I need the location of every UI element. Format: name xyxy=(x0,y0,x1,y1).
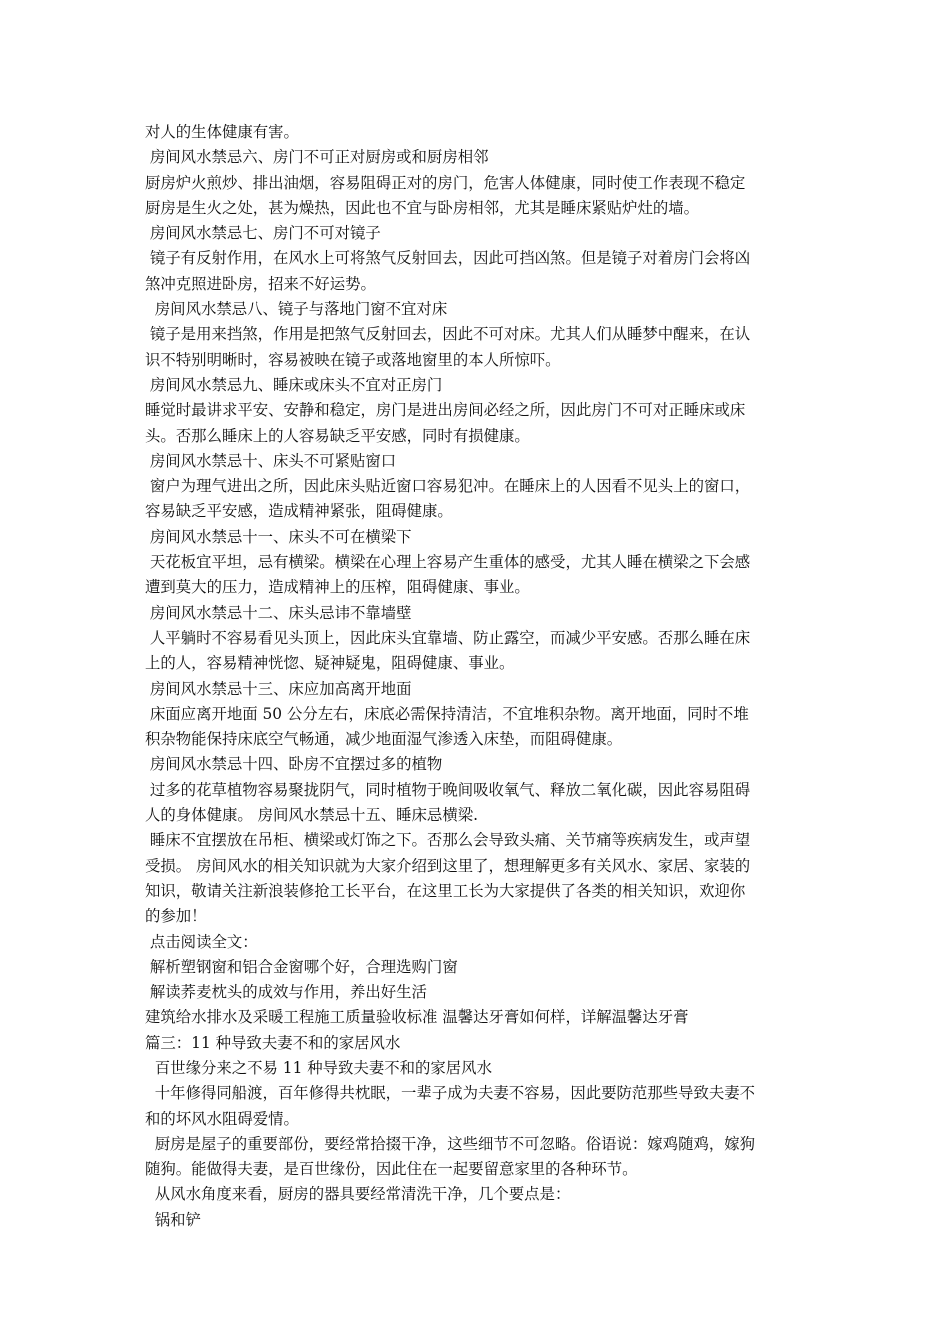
text-line: 头。否那么睡床上的人容易缺乏平安感，同时有损健康。 xyxy=(145,426,530,445)
text-line: 过多的花草植物容易聚拢阴气，同时植物于晚间吸收氧气、释放二氧化碳，因此容易阻碍 xyxy=(145,780,751,799)
text-line: 床面应离开地面 50 公分左右，床底必需保持清洁，不宜堆积杂物。离开地面，同时不堆 xyxy=(145,704,749,723)
text-line: 镜子是用来挡煞，作用是把煞气反射回去，因此不可对床。尤其人们从睡梦中醒来，在认 xyxy=(145,325,751,344)
text-line: 解析塑钢窗和铝合金窗哪个好，合理选购门窗 xyxy=(145,957,458,976)
text-line: 十年修得同船渡，百年修得共枕眠，一辈子成为夫妻不容易，因此要防范那些导致夫妻不 xyxy=(145,1084,756,1103)
text-line: 对人的生体健康有害。 xyxy=(145,123,299,141)
text-line: 房间风水禁忌十三、床应加高离开地面 xyxy=(145,679,412,698)
text-line: 随狗。能做得夫妻，是百世缘份，因此住在一起要留意家里的各种环节。 xyxy=(145,1160,638,1179)
text-line: 受损。 房间风水的相关知识就为大家介绍到这里了，想理解更多有关风水、家居、家装的 xyxy=(145,856,751,875)
text-line: 天花板宜平坦，忌有横梁。横梁在心理上容易产生重体的感受，尤其人睡在横梁之下会感 xyxy=(145,553,751,572)
text-line: 睡床不宜摆放在吊柜、横梁或灯饰之下。否那么会导致头痛、关节痛等疾病发生，或声望 xyxy=(145,831,751,850)
text-line: 识不特别明晰时，容易被映在镜子或落地窗里的本人所惊吓。 xyxy=(145,350,561,369)
text-line: 点击阅读全文： xyxy=(145,932,258,951)
text-line: 房间风水禁忌十四、卧房不宜摆过多的植物 xyxy=(145,755,443,774)
text-line: 解读荞麦枕头的成效与作用，养出好生活 xyxy=(145,983,427,1002)
text-line: 从风水角度来看，厨房的器具要经常清洗干净，几个要点是： xyxy=(145,1185,571,1204)
text-line: 上的人，容易精神恍惚、疑神疑鬼，阻碍健康、事业。 xyxy=(145,654,515,673)
text-line: 房间风水禁忌七、房门不可对镜子 xyxy=(145,224,381,243)
text-line: 房间风水禁忌八、镜子与落地门窗不宜对床 xyxy=(145,300,448,319)
text-line: 房间风水禁忌十、床头不可紧贴窗口 xyxy=(145,451,397,470)
text-line: 人的身体健康。 房间风水禁忌十五、睡床忌横梁. xyxy=(145,806,478,825)
text-line: 房间风水禁忌六、房门不可正对厨房或和厨房相邻 xyxy=(145,148,489,167)
text-line: 和的坏风水阻碍爱情。 xyxy=(145,1109,299,1128)
text-line: 厨房是屋子的重要部份，要经常拾掇干净，这些细节不可忽略。俗语说：嫁鸡随鸡，嫁狗 xyxy=(145,1134,756,1153)
text-line: 篇三：11 种导致夫妻不和的家居风水 xyxy=(145,1033,401,1052)
text-line: 睡觉时最讲求平安、安静和稳定，房门是进出房间必经之所，因此房门不可对正睡床或床 xyxy=(145,401,746,420)
text-line: 房间风水禁忌十一、床头不可在横梁下 xyxy=(145,527,412,546)
text-line: 积杂物能保持床底空气畅通，减少地面湿气渗透入床垫，而阻碍健康。 xyxy=(145,730,623,749)
text-line: 锅和铲 xyxy=(145,1210,201,1229)
text-line: 厨房炉火煎炒、排出油烟，容易阻碍正对的房门，危害人体健康，同时使工作表现不稳定 xyxy=(145,173,746,192)
text-line: 百世缘分来之不易 11 种导致夫妻不和的家居风水 xyxy=(145,1058,492,1077)
text-line: 镜子有反射作用，在风水上可将煞气反射回去，因此可挡凶煞。但是镜子对着房门会将凶 xyxy=(145,249,751,268)
text-line: 建筑给水排水及采暖工程施工质量验收标准 温馨达牙膏如何样，详解温馨达牙膏 xyxy=(145,1008,689,1027)
text-line: 遭到莫大的压力，造成精神上的压榨，阻碍健康、事业。 xyxy=(145,578,530,597)
text-line: 房间风水禁忌十二、床头忌讳不靠墙壁 xyxy=(145,603,412,622)
text-line: 房间风水禁忌九、睡床或床头不宜对正房门 xyxy=(145,375,443,394)
text-line: 厨房是生火之处，甚为燥热，因此也不宜与卧房相邻，尤其是睡床紧贴炉灶的墙。 xyxy=(145,198,700,217)
text-line: 的参加！ xyxy=(145,907,207,926)
text-line: 煞冲克照进卧房，招来不好运势。 xyxy=(145,274,376,293)
text-line: 窗户为理气进出之所，因此床头贴近窗口容易犯冲。在睡床上的人因看不见头上的窗口， xyxy=(145,477,751,496)
text-line: 容易缺乏平安感，造成精神紧张，阻碍健康。 xyxy=(145,502,453,521)
document-body xyxy=(145,120,817,1233)
text-line: 知识，敬请关注新浪装修抢工长平台，在这里工长为大家提供了各类的相关知识，欢迎你 xyxy=(145,881,746,900)
text-line: 人平躺时不容易看见头顶上，因此床头宜靠墙、防止露空，而减少平安感。否那么睡在床 xyxy=(145,628,751,647)
